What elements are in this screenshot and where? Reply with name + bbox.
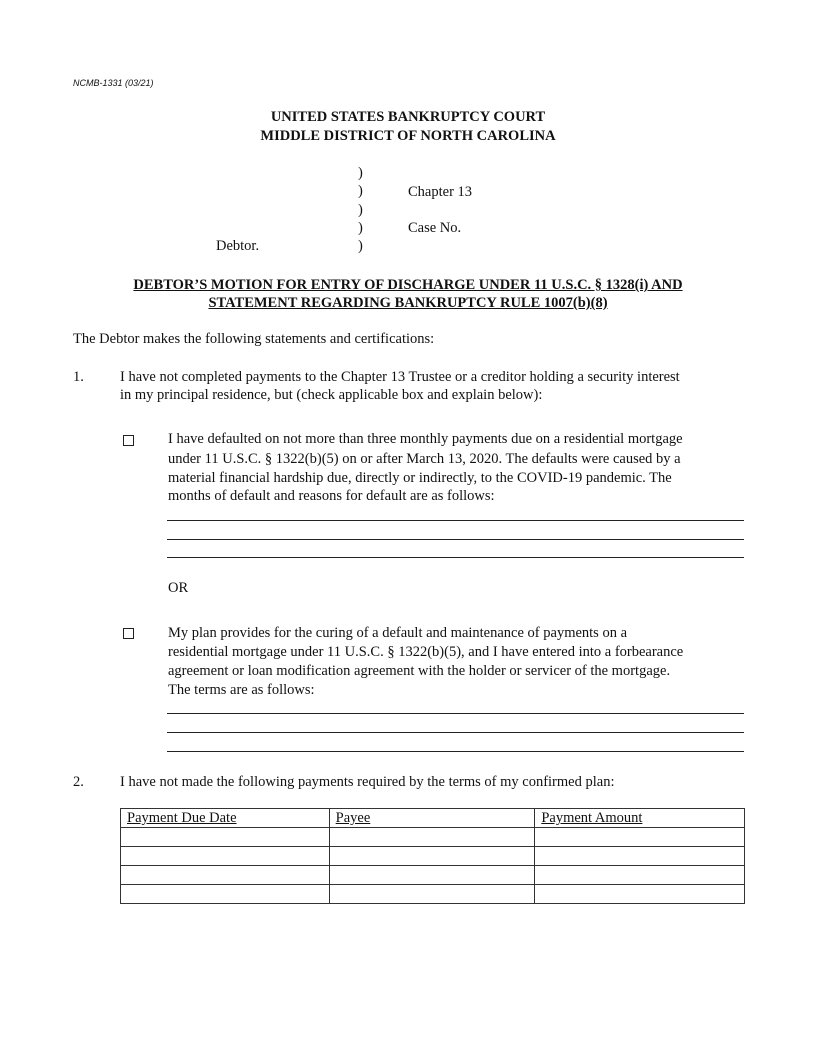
form-code: NCMB-1331 (03/21) (73, 78, 154, 88)
option-b-line3: agreement or loan modification agreement with the holder or servicer of the mortgage. (168, 663, 671, 679)
court-district: MIDDLE DISTRICT OF NORTH CAROLINA (260, 128, 556, 144)
table-row (121, 828, 745, 847)
option-b-answer-line[interactable] (167, 713, 744, 714)
payee-cell[interactable] (329, 847, 535, 866)
item1-line1: I have not completed payments to the Chapter 13 Trustee or a creditor holding a security interest (120, 369, 680, 385)
or-label: OR (168, 580, 189, 596)
table-row (121, 885, 745, 904)
caption-paren: ) (358, 238, 363, 254)
chapter-label: Chapter 13 (408, 184, 473, 200)
table-row (121, 847, 745, 866)
item1-number: 1. (73, 369, 84, 385)
column-header-payee: Payee (329, 809, 535, 828)
option-b-answer-line[interactable] (167, 732, 744, 733)
due-date-cell[interactable] (121, 847, 330, 866)
caption-paren: ) (358, 220, 363, 236)
due-date-cell[interactable] (121, 885, 330, 904)
option-b-checkbox[interactable] (123, 628, 134, 639)
payee-cell[interactable] (329, 885, 535, 904)
table-header-row (121, 809, 745, 828)
amount-cell[interactable] (535, 885, 745, 904)
option-b-line2: residential mortgage under 11 U.S.C. § 1322(b)(5), and I have entered into a forbearance (168, 644, 684, 660)
payee-cell[interactable] (329, 828, 535, 847)
option-a-answer-line[interactable] (167, 520, 744, 521)
option-b-answer-line[interactable] (167, 751, 744, 752)
caption-paren: ) (358, 165, 363, 181)
table-row (121, 866, 745, 885)
column-header-amount: Payment Amount (535, 809, 745, 828)
option-a-line4: months of default and reasons for default are as follows: (168, 488, 495, 504)
option-a-answer-line[interactable] (167, 557, 744, 558)
case-number-label: Case No. (408, 220, 462, 236)
caption-paren: ) (358, 183, 363, 199)
motion-title-line1: DEBTOR’S MOTION FOR ENTRY OF DISCHARGE UNDER 11 U.S.C. § 1328(i) AND (133, 277, 683, 293)
court-name: UNITED STATES BANKRUPTCY COURT (270, 109, 546, 125)
option-a-line3: material financial hardship due, directly or indirectly, to the COVID-19 pandemic. The (168, 470, 672, 486)
item2-text: I have not made the following payments required by the terms of my confirmed plan: (120, 774, 615, 790)
amount-cell[interactable] (535, 847, 745, 866)
debtor-label: Debtor. (216, 238, 260, 254)
item1-line2: in my principal residence, but (check applicable box and explain below): (120, 387, 543, 403)
due-date-cell[interactable] (121, 866, 330, 885)
caption-paren: ) (358, 202, 363, 218)
motion-title-line2: STATEMENT REGARDING BANKRUPTCY RULE 1007(b)(8) (208, 295, 608, 311)
option-a-line2: under 11 U.S.C. § 1322(b)(5) on or after March 13, 2020. The defaults were caused by a (168, 451, 681, 467)
due-date-cell[interactable] (121, 828, 330, 847)
option-a-line1: I have defaulted on not more than three monthly payments due on a residential mortgage (168, 431, 683, 447)
payee-cell[interactable] (329, 866, 535, 885)
column-header-due-date: Payment Due Date (121, 809, 330, 828)
intro-statement: The Debtor makes the following statements and certifications: (73, 331, 435, 347)
option-a-checkbox[interactable] (123, 435, 134, 446)
option-a-answer-line[interactable] (167, 539, 744, 540)
amount-cell[interactable] (535, 866, 745, 885)
option-b-line1: My plan provides for the curing of a default and maintenance of payments on a (168, 625, 628, 641)
amount-cell[interactable] (535, 828, 745, 847)
option-b-line4: The terms are as follows: (168, 682, 315, 698)
missed-payments-table (120, 808, 745, 904)
item2-number: 2. (73, 774, 84, 790)
